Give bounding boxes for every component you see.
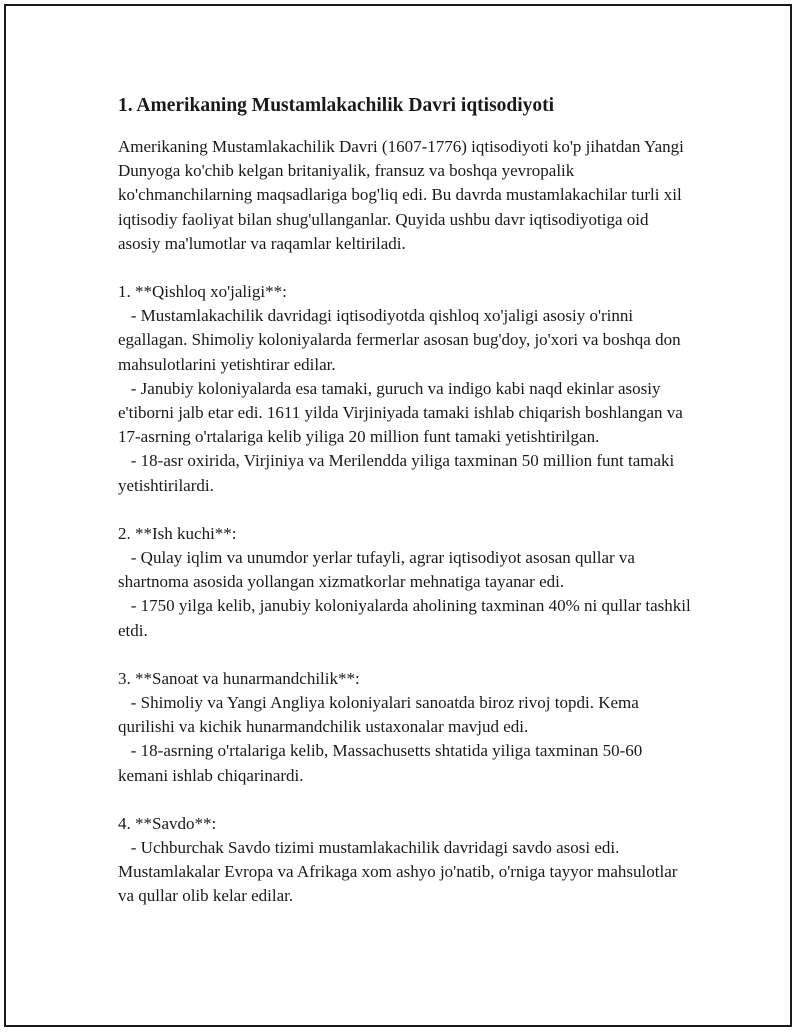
bullet-item: - Uchburchak Savdo tizimi mustamlakachilik davridagi savdo asosi edi. Mustamlakalar Evropa va Afrikaga xom ashyo jo'natib, o'rniga tayyor mahsulotlar va qullar olib kelar edilar. — [118, 838, 682, 906]
intro-paragraph: Amerikaning Mustamlakachilik Davri (1607-1776) iqtisodiyoti ko'p jihatdan Yangi Dunyoga ko'chib kelgan britaniyalik, fransuz va boshqa yevropalik ko'chmanchilarning maqsadlariga bog'liq edi. Bu davrda mustamlakachilar turli xil iqtisodiy faoliyat bilan shug'ullanganlar. Quyida ushbu davr iqtisodiyotiga oid asosiy ma'lumotlar va raqamlar keltiriladi. — [118, 137, 684, 253]
section-industry — [118, 667, 693, 788]
bullet-item: - Mustamlakachilik davridagi iqtisodiyotda qishloq xo'jaligi asosiy o'rinni egallagan. Shimoliy koloniyalarda fermerlar asosan bug'doy, jo'xori va boshqa don mahsulotlarini yetishtirar edilar. — [118, 306, 685, 374]
section-trade — [118, 812, 693, 909]
bullet-item: - 1750 yilga kelib, janubiy koloniyalarda aholining taxminan 40% ni qullar tashkil etdi. — [118, 596, 695, 640]
section-heading: 3. **Sanoat va hunarmandchilik**: — [118, 668, 360, 688]
section-heading: 1. **Qishloq xo'jaligi**: — [118, 282, 287, 302]
bullet-item: - Janubiy koloniyalarda esa tamaki, guruch va indigo kabi naqd ekinlar asosiy e'tiborni jalb etar edi. 1611 yilda Virjiniyada tamaki ishlab chiqarish boshlangan va 17-asrning o'rtalariga kelib yiliga 20 million funt tamaki yetishtirilgan. — [118, 378, 688, 447]
section-agriculture — [118, 280, 693, 498]
bullet-item: - 18-asrning o'rtalariga kelib, Massachusetts shtatida yiliga taxminan 50-60 kemani ishlab chiqarinardi. — [118, 741, 647, 785]
section-heading: 4. **Savdo**: — [118, 813, 217, 833]
bullet-item: - Shimoliy va Yangi Angliya koloniyalari sanoatda biroz rivoj topdi. Kema qurilishi va kichik hunarmandchilik ustaxonalar mavjud edi. — [118, 693, 644, 737]
document-title: 1. Amerikaning Mustamlakachilik Davri iqtisodiyoti — [118, 95, 555, 116]
document-body — [118, 93, 693, 933]
bullet-item: - Qulay iqlim va unumdor yerlar tufayli, agrar iqtisodiyot asosan qullar va shartnoma asosida yollangan xizmatkorlar mehnatiga tayanar edi. — [118, 548, 640, 592]
bullet-item: - 18-asr oxirida, Virjiniya va Merilendda yiliga taxminan 50 million funt tamaki yetishtirilardi. — [118, 451, 679, 495]
section-labor — [118, 522, 693, 643]
section-heading: 2. **Ish kuchi**: — [118, 523, 237, 543]
